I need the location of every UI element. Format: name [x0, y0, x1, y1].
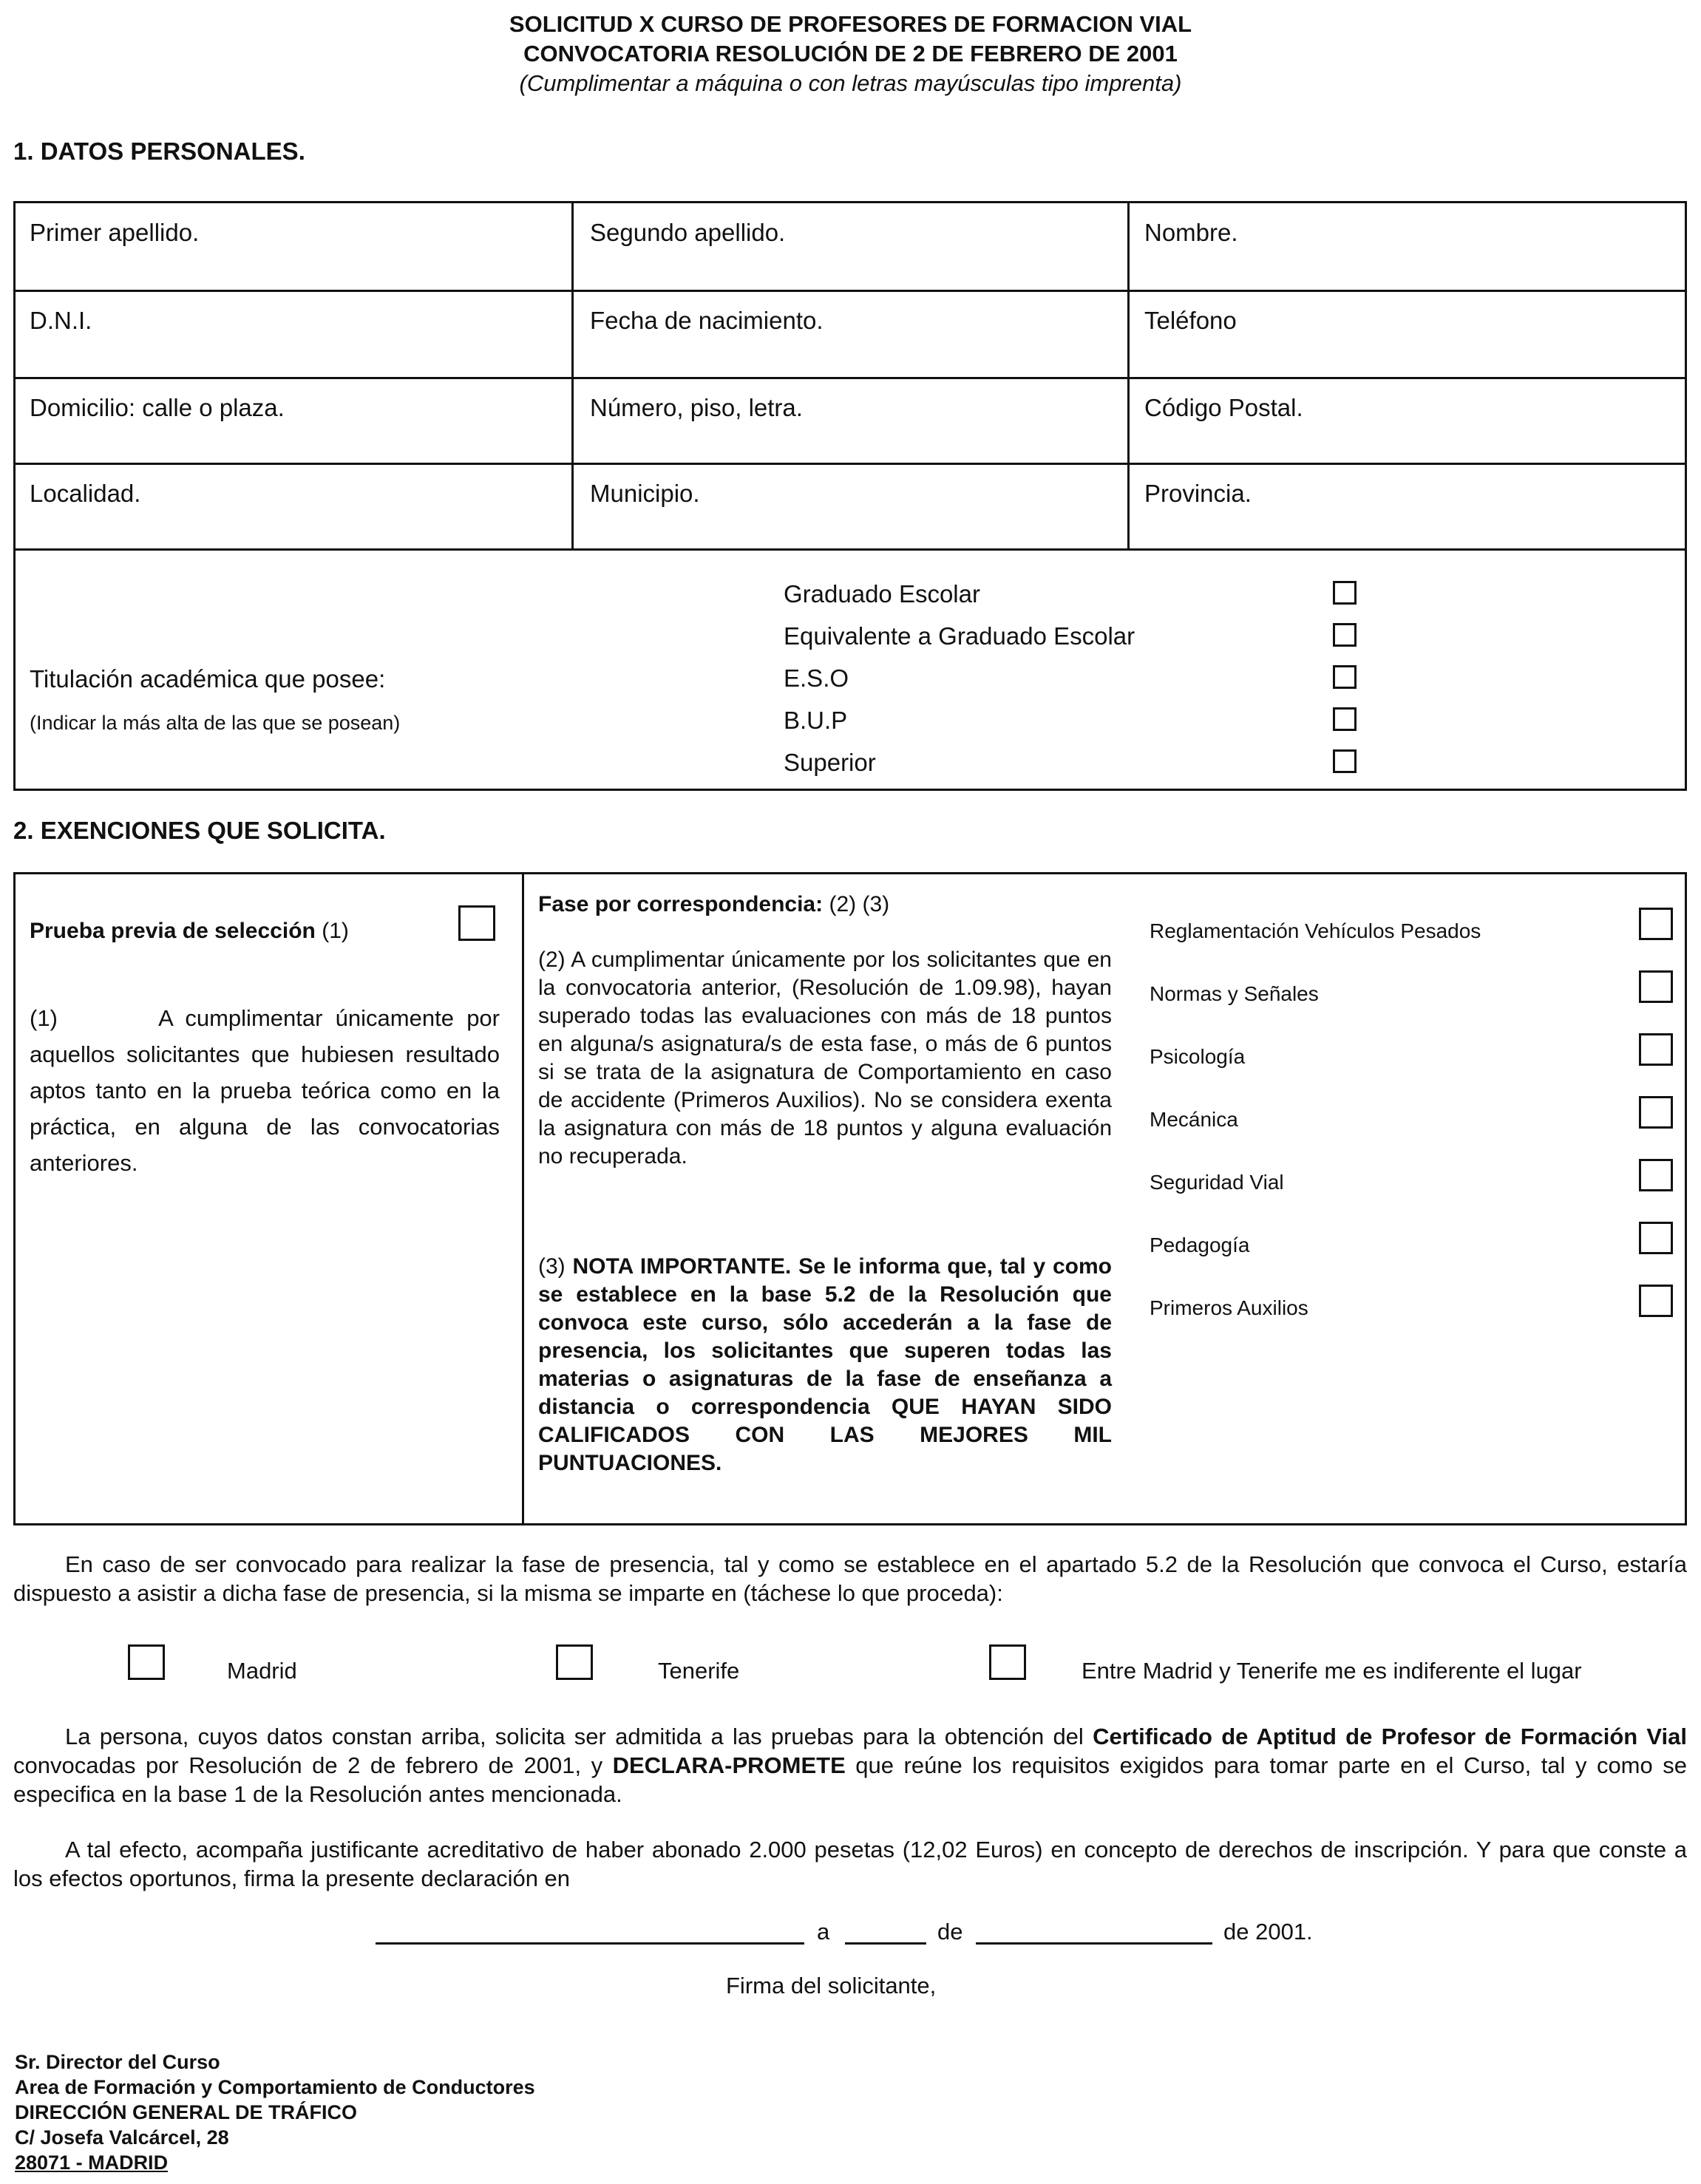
date-a: a [817, 1919, 830, 1945]
footer-area: Area de Formación y Comportamiento de Conductores [15, 2076, 535, 2098]
field-localidad[interactable]: Localidad. [30, 480, 141, 507]
checkbox-bup[interactable] [1333, 707, 1357, 731]
checkbox-psicologia[interactable] [1639, 1033, 1673, 1066]
table-divider [571, 201, 574, 551]
field-numero-piso[interactable]: Número, piso, letra. [590, 394, 803, 421]
subject-seguridad-vial: Seguridad Vial [1150, 1171, 1637, 1197]
day-field[interactable] [845, 1942, 926, 1945]
section-2-heading: 2. EXENCIONES QUE SOLICITA. [13, 817, 386, 844]
note-1: (1) A cumplimentar únicamente por aquellos solicitantes que hubiesen resultado aptos tanto en la prueba teórica como en la práctica, en alguna de las convocatorias anteriores. [30, 1005, 500, 1176]
presencia-paragraph: En caso de ser convocado para realizar la fase de presencia, tal y como se establece en el apartado 5.2 de la Resolución que convoca el Curso, estaría dispuesto a asistir a dicha fase de presencia, si la misma se imparte en (táchese lo que proceda): [13, 1551, 1687, 1606]
month-field[interactable] [976, 1942, 1212, 1945]
field-telefono[interactable]: Teléfono [1144, 307, 1237, 334]
subject-normas-senales: Normas y Señales [1150, 982, 1637, 1009]
section-1-heading: 1. DATOS PERSONALES. [13, 137, 305, 165]
checkbox-seguridad-vial[interactable] [1639, 1159, 1673, 1191]
table-divider [13, 377, 1687, 379]
checkbox-pedagogia[interactable] [1639, 1222, 1673, 1254]
fase-correspondencia-label: Fase por correspondencia: (2) (3) [538, 892, 890, 916]
declaration-paragraph: La persona, cuyos datos constan arriba, solicita ser admitida a las pruebas para la obtención del Certificado de Aptitud de Profesor de Formación Vial convocadas por Resolución de 2 de febrero de 2001, y DECLARA-PROMETE que reúne los requisitos exigidos para tomar parte en el Curso, tal y como se especifica en la base 1 de la Resolución antes mencionada. [13, 1724, 1688, 1807]
field-dni[interactable]: D.N.I. [30, 307, 92, 334]
checkbox-reglamentacion[interactable] [1639, 908, 1673, 940]
checkbox-tenerife[interactable] [556, 1644, 593, 1680]
checkbox-equivalente-graduado[interactable] [1333, 623, 1357, 647]
table-divider [522, 872, 524, 1525]
titulacion-option-equivalente: Equivalente a Graduado Escolar [784, 622, 1345, 652]
checkbox-normas-senales[interactable] [1639, 970, 1673, 1003]
option-tenerife-label: Tenerife [658, 1658, 740, 1684]
footer-recipient: Sr. Director del Curso [15, 2051, 220, 2073]
subject-primeros-auxilios: Primeros Auxilios [1150, 1296, 1637, 1323]
field-fecha-nacimiento[interactable]: Fecha de nacimiento. [590, 307, 824, 334]
field-segundo-apellido[interactable]: Segundo apellido. [590, 219, 786, 246]
option-madrid-label: Madrid [227, 1658, 297, 1684]
checkbox-madrid[interactable] [128, 1644, 165, 1680]
prueba-previa-label: Prueba previa de selección (1) [30, 919, 349, 943]
field-domicilio[interactable]: Domicilio: calle o plaza. [30, 394, 285, 421]
titulacion-option-eso: E.S.O [784, 664, 1345, 694]
place-field[interactable] [376, 1942, 804, 1945]
footer-street: C/ Josefa Valcárcel, 28 [15, 2126, 229, 2149]
footer-city: 28071 - MADRID [15, 2151, 169, 2174]
form-instructions: (Cumplimentar a máquina o con letras mayúsculas tipo imprenta) [519, 70, 1182, 96]
checkbox-prueba-previa[interactable] [458, 905, 495, 941]
footer-direccion: DIRECCIÓN GENERAL DE TRÁFICO [15, 2101, 358, 2123]
field-municipio[interactable]: Municipio. [590, 480, 700, 507]
date-year: de 2001. [1223, 1919, 1313, 1945]
table-divider [13, 463, 1687, 465]
personal-data-table [13, 201, 1687, 551]
checkbox-superior[interactable] [1333, 749, 1357, 773]
titulacion-note: (Indicar la más alta de las que se posean) [30, 712, 401, 734]
option-indiferente-label: Entre Madrid y Tenerife me es indiferente el lugar [1082, 1658, 1582, 1684]
titulacion-label: Titulación académica que posee: [30, 665, 386, 693]
subject-mecanica: Mecánica [1150, 1108, 1637, 1134]
titulacion-option-bup: B.U.P [784, 707, 1345, 736]
titulacion-option-graduado: Graduado Escolar [784, 580, 1345, 610]
form-subtitle-convocatoria: CONVOCATORIA RESOLUCIÓN DE 2 DE FEBRERO DE 2001 [523, 41, 1178, 67]
checkbox-primeros-auxilios[interactable] [1639, 1285, 1673, 1317]
field-nombre[interactable]: Nombre. [1144, 219, 1238, 246]
payment-paragraph: A tal efecto, acompaña justificante acreditativo de haber abonado 2.000 pesetas (12,02 Euros) en concepto de derechos de inscripción. Y para que conste a los efectos oportunos, firma la presente declaración en [13, 1837, 1687, 1891]
subject-pedagogia: Pedagogía [1150, 1234, 1637, 1260]
form-title: SOLICITUD X CURSO DE PROFESORES DE FORMACION VIAL [509, 11, 1192, 37]
note-3: (3) NOTA IMPORTANTE. Se le informa que, tal y como se establece en la base 5.2 de la Resolución que convoca este curso, sólo accederán a la fase de presencia, los solicitantes que superen todas las materias o asignaturas de la fase de enseñanza a distancia o correspondencia QUE HAYAN SIDO CALIFICADOS CON LAS MEJORES MIL PUNTUACIONES. [538, 1254, 1112, 1475]
table-divider [1127, 201, 1130, 551]
firma-label: Firma del solicitante, [726, 1973, 937, 1998]
checkbox-mecanica[interactable] [1639, 1096, 1673, 1129]
subject-reglamentacion: Reglamentación Vehículos Pesados [1150, 919, 1637, 946]
table-divider [13, 290, 1687, 292]
subject-psicologia: Psicología [1150, 1045, 1637, 1072]
field-provincia[interactable]: Provincia. [1144, 480, 1252, 507]
titulacion-option-superior: Superior [784, 749, 1345, 778]
field-codigo-postal[interactable]: Código Postal. [1144, 394, 1303, 421]
checkbox-indiferente[interactable] [989, 1644, 1026, 1680]
checkbox-graduado-escolar[interactable] [1333, 581, 1357, 605]
note-2: (2) A cumplimentar únicamente por los solicitantes que en la convocatoria anterior, (Resolución de 1.09.98), hayan superado todas las evaluaciones con más de 18 puntos en alguna/s asignatura/s de esta fase, o más de 6 puntos si se trata de la asignatura de Comportamiento en caso de accidente (Primeros Auxilios). No se considera exenta la asignatura con más de 18 puntos y alguna evaluación no recuperada. [538, 948, 1112, 1168]
date-de: de [937, 1919, 963, 1945]
field-primer-apellido[interactable]: Primer apellido. [30, 219, 200, 246]
checkbox-eso[interactable] [1333, 665, 1357, 689]
